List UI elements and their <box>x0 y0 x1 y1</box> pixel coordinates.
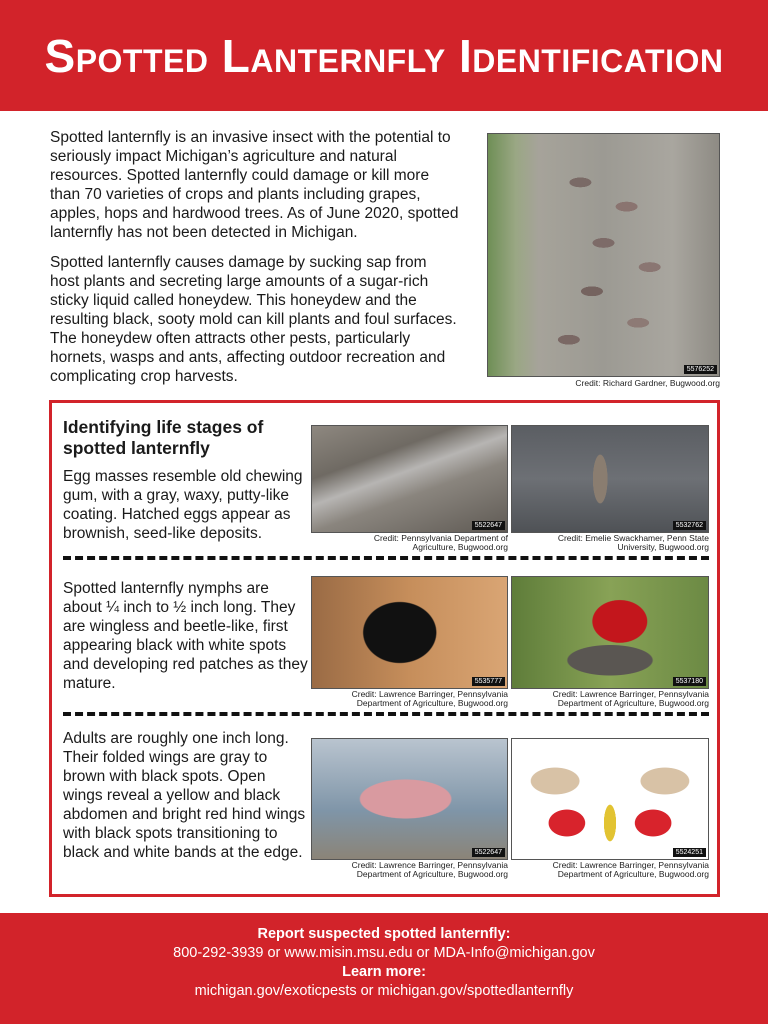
open-wings-adult-photo <box>511 738 709 860</box>
photo-id: 5524251 <box>673 848 706 857</box>
contact-info: 800-292-3939 or www.misin.msu.edu or MDA-Info@michigan.gov <box>173 945 595 961</box>
photo-id: 5532762 <box>673 521 706 530</box>
red-nymph-photo <box>511 576 709 689</box>
black-nymph-photo <box>311 576 508 689</box>
photo-credit: Credit: Lawrence Barringer, Pennsylvania Department of Agriculture, Bugwood.org <box>351 689 508 708</box>
life-stages-heading: Identifying life stages of spotted lanternfly <box>63 417 264 458</box>
intro-text <box>50 128 460 397</box>
section-divider <box>63 556 709 560</box>
lanternfly-cluster-photo <box>487 133 720 377</box>
photo-id: 5522647 <box>472 848 505 857</box>
footer-banner <box>0 913 768 1024</box>
photo-id: 5522647 <box>472 521 505 530</box>
header-banner <box>0 0 768 111</box>
photo-credit: Credit: Pennsylvania Department of Agriculture, Bugwood.org <box>373 533 508 552</box>
life-stages-panel <box>49 400 720 897</box>
hatched-eggs-photo <box>511 425 709 533</box>
photo-credit: Credit: Richard Gardner, Bugwood.org <box>575 378 720 388</box>
adult-stage-text: Adults are roughly one inch long. Their folded wings are gray to brown with black spots. Open wings reveal a yellow and black abdomen and bright red hind wings with black spots transitioning to black and white bands at the edge. <box>63 730 306 861</box>
photo-credit: Credit: Lawrence Barringer, Pennsylvania Department of Agriculture, Bugwood.org <box>552 860 709 879</box>
learn-more-links: michigan.gov/exoticpests or michigan.gov/spottedlanternfly <box>194 983 574 999</box>
photo-id: 5576252 <box>684 365 717 374</box>
intro-paragraph: Spotted lanternfly causes damage by sucking sap from host plants and secreting large amounts of a sugar-rich sticky liquid called honeydew. This honeydew and the resulting black, sooty mold can kill plants and foul surfaces. The honeydew often attracts other pests, particularly hornets, wasps and ants, affecting outdoor recreation and complicating crop harvests. <box>50 254 457 385</box>
intro-paragraph: Spotted lanternfly is an invasive insect with the potential to seriously impact Michigan’s agriculture and natural resources. Spotted lanternfly could damage or kill more than 70 varieties of crops and plants including grapes, apples, hops and hardwood trees. As of June 2020, spotted lanternfly has not been detected in Michigan. <box>50 129 459 241</box>
photo-credit: Credit: Lawrence Barringer, Pennsylvania Department of Agriculture, Bugwood.org <box>351 860 508 879</box>
photo-credit: Credit: Emelie Swackhamer, Penn State University, Bugwood.org <box>557 533 709 552</box>
report-heading: Report suspected spotted lanternfly: <box>257 926 511 942</box>
egg-mass-photo <box>311 425 508 533</box>
egg-stage-text: Egg masses resemble old chewing gum, with a gray, waxy, putty-like coating. Hatched eggs appear as brownish, seed-like deposits. <box>63 468 303 542</box>
photo-credit: Credit: Lawrence Barringer, Pennsylvania Department of Agriculture, Bugwood.org <box>552 689 709 708</box>
photo-id: 5535777 <box>472 677 505 686</box>
learn-more-heading: Learn more: <box>342 964 426 980</box>
photo-id: 5537180 <box>673 677 706 686</box>
folded-wings-adult-photo <box>311 738 508 860</box>
nymph-stage-text: Spotted lanternfly nymphs are about ¼ inch to ½ inch long. They are wingless and beetle-like, first appearing black with white spots and developing red patches as they mature. <box>63 580 308 692</box>
section-divider <box>63 712 709 716</box>
page-title: Spotted Lanternfly Identification <box>44 29 724 82</box>
